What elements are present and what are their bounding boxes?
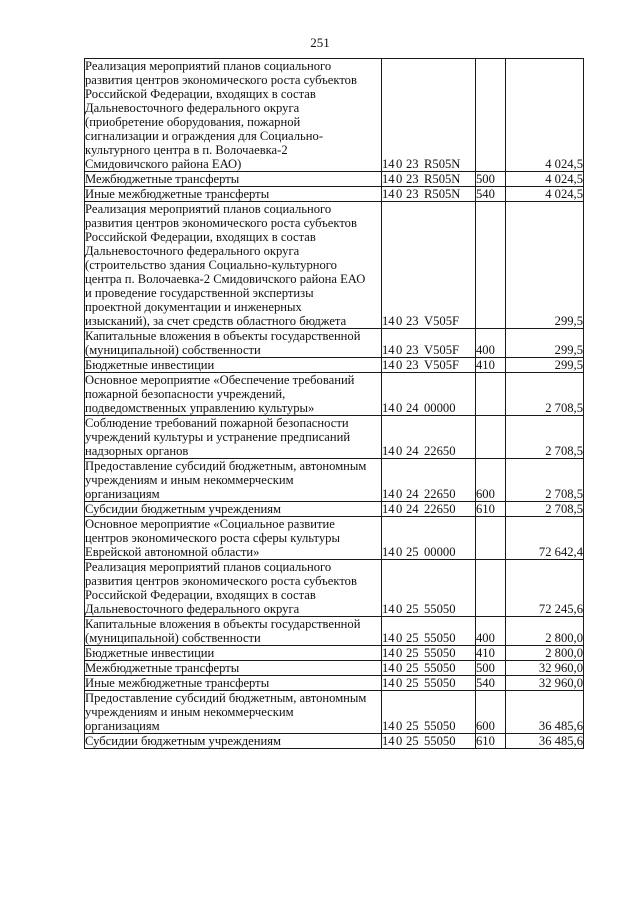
- expense-name-line: (муниципальной) собственности: [85, 343, 261, 357]
- program-code: 14: [382, 444, 395, 458]
- program-code: 14: [382, 676, 395, 690]
- expense-name-line: Основное мероприятие «Социальное развитие: [85, 517, 335, 531]
- program-code: 14: [382, 358, 395, 372]
- direction-code: 22650: [424, 487, 456, 501]
- table-row: [85, 646, 584, 661]
- expense-name-cell: [85, 661, 382, 676]
- table-row: [85, 373, 584, 416]
- expense-name-line: организациям: [85, 487, 160, 501]
- expense-name-line: Реализация мероприятий планов социального: [85, 59, 332, 73]
- subprogram-code: 0: [396, 343, 403, 357]
- expense-name-line: центров экономического роста сферы культуры: [85, 531, 340, 545]
- amount-cell: 2 800,0: [506, 646, 584, 661]
- expense-name-line: учреждений культуры и устранение предписаний: [85, 430, 351, 444]
- table-row: [85, 560, 584, 617]
- activity-code: 23: [406, 314, 419, 328]
- expense-name-cell: [85, 691, 382, 734]
- table-row: [85, 617, 584, 646]
- subprogram-code: 0: [396, 676, 403, 690]
- subprogram-code: 0: [396, 646, 403, 660]
- direction-code: 55050: [424, 631, 456, 645]
- table-row: [85, 358, 584, 373]
- program-code: 14: [382, 502, 395, 516]
- program-code: 14: [382, 401, 395, 415]
- expense-type-code-cell: 500: [476, 172, 506, 187]
- expense-name-cell: [85, 646, 382, 661]
- direction-code: 22650: [424, 444, 456, 458]
- expense-name-line: Межбюджетные трансферты: [85, 661, 240, 675]
- expense-name-line: Иные межбюджетные трансферты: [85, 676, 270, 690]
- expense-name-line: Смидовичского района ЕАО): [85, 157, 242, 171]
- expense-type-code-cell: 610: [476, 734, 506, 749]
- table-row: [85, 172, 584, 187]
- expense-name-line: надзорных органов: [85, 444, 189, 458]
- subprogram-code: 0: [396, 157, 403, 171]
- activity-code: 25: [406, 661, 419, 675]
- amount-cell: 299,5: [506, 358, 584, 373]
- subprogram-code: 0: [396, 314, 403, 328]
- expense-type-code-cell: [476, 202, 506, 329]
- page-number: 251: [310, 35, 330, 50]
- table-row: [85, 661, 584, 676]
- amount-cell: 2 708,5: [506, 502, 584, 517]
- activity-code: 25: [406, 646, 419, 660]
- direction-code: R505N: [424, 157, 461, 171]
- expense-name-line: учреждениям и иным некоммерческим: [85, 473, 294, 487]
- program-code: 14: [382, 157, 395, 171]
- budget-table-body: [85, 59, 584, 749]
- expense-name-line: Российской Федерации, входящих в состав: [85, 87, 316, 101]
- program-code: 14: [382, 487, 395, 501]
- activity-code: 24: [406, 502, 419, 516]
- expense-name-cell: [85, 416, 382, 459]
- expense-type-code-cell: [476, 517, 506, 560]
- subprogram-code: 0: [396, 661, 403, 675]
- activity-code: 24: [406, 401, 419, 415]
- amount-cell: 299,5: [506, 202, 584, 329]
- expense-name-line: Иные межбюджетные трансферты: [85, 187, 270, 201]
- table-row: [85, 502, 584, 517]
- target-article-code-cell: [382, 560, 476, 617]
- table-row: [85, 676, 584, 691]
- subprogram-code: 0: [396, 401, 403, 415]
- expense-name-line: Предоставление субсидий бюджетным, автономным: [85, 459, 367, 473]
- expense-name-line: (строительство здания Социально-культурного: [85, 258, 337, 272]
- expense-name-cell: [85, 358, 382, 373]
- activity-code: 23: [406, 358, 419, 372]
- subprogram-code: 0: [396, 444, 403, 458]
- subprogram-code: 0: [396, 734, 403, 748]
- expense-name-line: проектной документации и инженерных: [85, 300, 302, 314]
- target-article-code-cell: [382, 676, 476, 691]
- direction-code: R505N: [424, 187, 461, 201]
- expense-name-line: культурного центра в п. Волочаевка-2: [85, 143, 288, 157]
- activity-code: 23: [406, 187, 419, 201]
- activity-code: 25: [406, 631, 419, 645]
- subprogram-code: 0: [396, 602, 403, 616]
- target-article-code-cell: [382, 59, 476, 172]
- amount-cell: 4 024,5: [506, 59, 584, 172]
- amount-cell: 299,5: [506, 329, 584, 358]
- program-code: 14: [382, 314, 395, 328]
- activity-code: 24: [406, 487, 419, 501]
- table-row: [85, 187, 584, 202]
- expense-name-line: Бюджетные инвестиции: [85, 358, 215, 372]
- expense-name-line: Основное мероприятие «Обеспечение требований: [85, 373, 355, 387]
- amount-cell: 4 024,5: [506, 187, 584, 202]
- direction-code: R505N: [424, 172, 461, 186]
- amount-cell: 36 485,6: [506, 691, 584, 734]
- subprogram-code: 0: [396, 631, 403, 645]
- expense-type-code-cell: 500: [476, 661, 506, 676]
- expense-name-line: (приобретение оборудования, пожарной: [85, 115, 301, 129]
- direction-code: 22650: [424, 502, 456, 516]
- subprogram-code: 0: [396, 487, 403, 501]
- target-article-code-cell: [382, 187, 476, 202]
- expense-type-code-cell: 400: [476, 617, 506, 646]
- expense-name-cell: [85, 187, 382, 202]
- expense-name-line: Российской Федерации, входящих в состав: [85, 588, 316, 602]
- amount-cell: 72 642,4: [506, 517, 584, 560]
- expense-name-line: Субсидии бюджетным учреждениям: [85, 734, 281, 748]
- expense-name-line: (муниципальной) собственности: [85, 631, 261, 645]
- program-code: 14: [382, 734, 395, 748]
- expense-name-cell: [85, 617, 382, 646]
- table-row: [85, 517, 584, 560]
- expense-type-code-cell: [476, 373, 506, 416]
- expense-name-line: Соблюдение требований пожарной безопасности: [85, 416, 349, 430]
- table-row: [85, 202, 584, 329]
- expense-name-line: Еврейской автономной области»: [85, 545, 260, 559]
- table-row: [85, 329, 584, 358]
- direction-code: 00000: [424, 401, 456, 415]
- program-code: 14: [382, 631, 395, 645]
- amount-cell: 2 800,0: [506, 617, 584, 646]
- expense-name-cell: [85, 560, 382, 617]
- target-article-code-cell: [382, 661, 476, 676]
- target-article-code-cell: [382, 416, 476, 459]
- expense-name-line: Межбюджетные трансферты: [85, 172, 240, 186]
- expense-type-code-cell: 600: [476, 459, 506, 502]
- activity-code: 25: [406, 734, 419, 748]
- expense-name-line: развития центров экономического роста субъектов: [85, 216, 357, 230]
- expense-name-line: Дальневосточного федерального округа: [85, 101, 300, 115]
- expense-name-cell: [85, 329, 382, 358]
- expense-name-line: пожарной безопасности учреждений,: [85, 387, 286, 401]
- target-article-code-cell: [382, 517, 476, 560]
- expense-name-line: сигнализации и ограждения для Социально-: [85, 129, 324, 143]
- target-article-code-cell: [382, 202, 476, 329]
- expense-name-line: Дальневосточного федерального округа: [85, 602, 300, 616]
- expense-name-line: организациям: [85, 719, 160, 733]
- amount-cell: 2 708,5: [506, 373, 584, 416]
- expense-name-cell: [85, 734, 382, 749]
- expense-name-line: Капитальные вложения в объекты государственной: [85, 617, 361, 631]
- activity-code: 25: [406, 602, 419, 616]
- expense-name-cell: [85, 373, 382, 416]
- target-article-code-cell: [382, 459, 476, 502]
- activity-code: 24: [406, 444, 419, 458]
- direction-code: 00000: [424, 545, 456, 559]
- expense-name-line: Капитальные вложения в объекты государственной: [85, 329, 361, 343]
- expense-type-code-cell: 540: [476, 187, 506, 202]
- expense-type-code-cell: 410: [476, 358, 506, 373]
- expense-name-line: Российской Федерации, входящих в состав: [85, 230, 316, 244]
- direction-code: V505F: [424, 343, 459, 357]
- subprogram-code: 0: [396, 187, 403, 201]
- direction-code: 55050: [424, 676, 456, 690]
- expense-name-cell: [85, 459, 382, 502]
- subprogram-code: 0: [396, 502, 403, 516]
- target-article-code-cell: [382, 502, 476, 517]
- table-row: [85, 734, 584, 749]
- expense-name-line: Предоставление субсидий бюджетным, автономным: [85, 691, 367, 705]
- expense-type-code-cell: [476, 59, 506, 172]
- activity-code: 23: [406, 343, 419, 357]
- program-code: 14: [382, 719, 395, 733]
- target-article-code-cell: [382, 646, 476, 661]
- expense-type-code-cell: 600: [476, 691, 506, 734]
- table-row: [85, 691, 584, 734]
- amount-cell: 72 245,6: [506, 560, 584, 617]
- program-code: 14: [382, 661, 395, 675]
- direction-code: 55050: [424, 661, 456, 675]
- direction-code: 55050: [424, 719, 456, 733]
- expense-name-line: Бюджетные инвестиции: [85, 646, 215, 660]
- activity-code: 23: [406, 172, 419, 186]
- expense-name-line: учреждениям и иным некоммерческим: [85, 705, 294, 719]
- expense-name-line: развития центров экономического роста субъектов: [85, 574, 357, 588]
- expense-name-cell: [85, 59, 382, 172]
- program-code: 14: [382, 172, 395, 186]
- direction-code: V505F: [424, 358, 459, 372]
- table-row: [85, 459, 584, 502]
- expense-name-line: Субсидии бюджетным учреждениям: [85, 502, 281, 516]
- expense-type-code-cell: [476, 416, 506, 459]
- target-article-code-cell: [382, 691, 476, 734]
- subprogram-code: 0: [396, 719, 403, 733]
- expense-name-line: Дальневосточного федерального округа: [85, 244, 300, 258]
- expense-type-code-cell: [476, 560, 506, 617]
- direction-code: 55050: [424, 734, 456, 748]
- target-article-code-cell: [382, 734, 476, 749]
- amount-cell: 36 485,6: [506, 734, 584, 749]
- target-article-code-cell: [382, 373, 476, 416]
- target-article-code-cell: [382, 358, 476, 373]
- expense-type-code-cell: 410: [476, 646, 506, 661]
- activity-code: 25: [406, 676, 419, 690]
- target-article-code-cell: [382, 329, 476, 358]
- amount-cell: 2 708,5: [506, 459, 584, 502]
- expense-name-line: изысканий), за счет средств областного бюджета: [85, 314, 347, 328]
- expense-name-line: Реализация мероприятий планов социального: [85, 560, 332, 574]
- direction-code: 55050: [424, 602, 456, 616]
- expense-name-cell: [85, 202, 382, 329]
- subprogram-code: 0: [396, 172, 403, 186]
- activity-code: 25: [406, 719, 419, 733]
- target-article-code-cell: [382, 617, 476, 646]
- subprogram-code: 0: [396, 545, 403, 559]
- budget-table: [84, 58, 584, 749]
- expense-type-code-cell: 400: [476, 329, 506, 358]
- activity-code: 25: [406, 545, 419, 559]
- direction-code: 55050: [424, 646, 456, 660]
- expense-name-line: развития центров экономического роста субъектов: [85, 73, 357, 87]
- expense-name-line: центра п. Волочаевка-2 Смидовичского района ЕАО: [85, 272, 366, 286]
- activity-code: 23: [406, 157, 419, 171]
- expense-name-line: и проведение государственной экспертизы: [85, 286, 314, 300]
- subprogram-code: 0: [396, 358, 403, 372]
- table-row: [85, 416, 584, 459]
- expense-name-cell: [85, 517, 382, 560]
- amount-cell: 2 708,5: [506, 416, 584, 459]
- program-code: 14: [382, 343, 395, 357]
- amount-cell: 4 024,5: [506, 172, 584, 187]
- table-row: [85, 59, 584, 172]
- program-code: 14: [382, 646, 395, 660]
- amount-cell: 32 960,0: [506, 676, 584, 691]
- expense-name-cell: [85, 172, 382, 187]
- amount-cell: 32 960,0: [506, 661, 584, 676]
- expense-name-cell: [85, 676, 382, 691]
- program-code: 14: [382, 187, 395, 201]
- expense-name-line: Реализация мероприятий планов социального: [85, 202, 332, 216]
- program-code: 14: [382, 602, 395, 616]
- expense-name-cell: [85, 502, 382, 517]
- expense-type-code-cell: 540: [476, 676, 506, 691]
- expense-name-line: подведомственных управлению культуры»: [85, 401, 315, 415]
- program-code: 14: [382, 545, 395, 559]
- target-article-code-cell: [382, 172, 476, 187]
- expense-type-code-cell: 610: [476, 502, 506, 517]
- direction-code: V505F: [424, 314, 459, 328]
